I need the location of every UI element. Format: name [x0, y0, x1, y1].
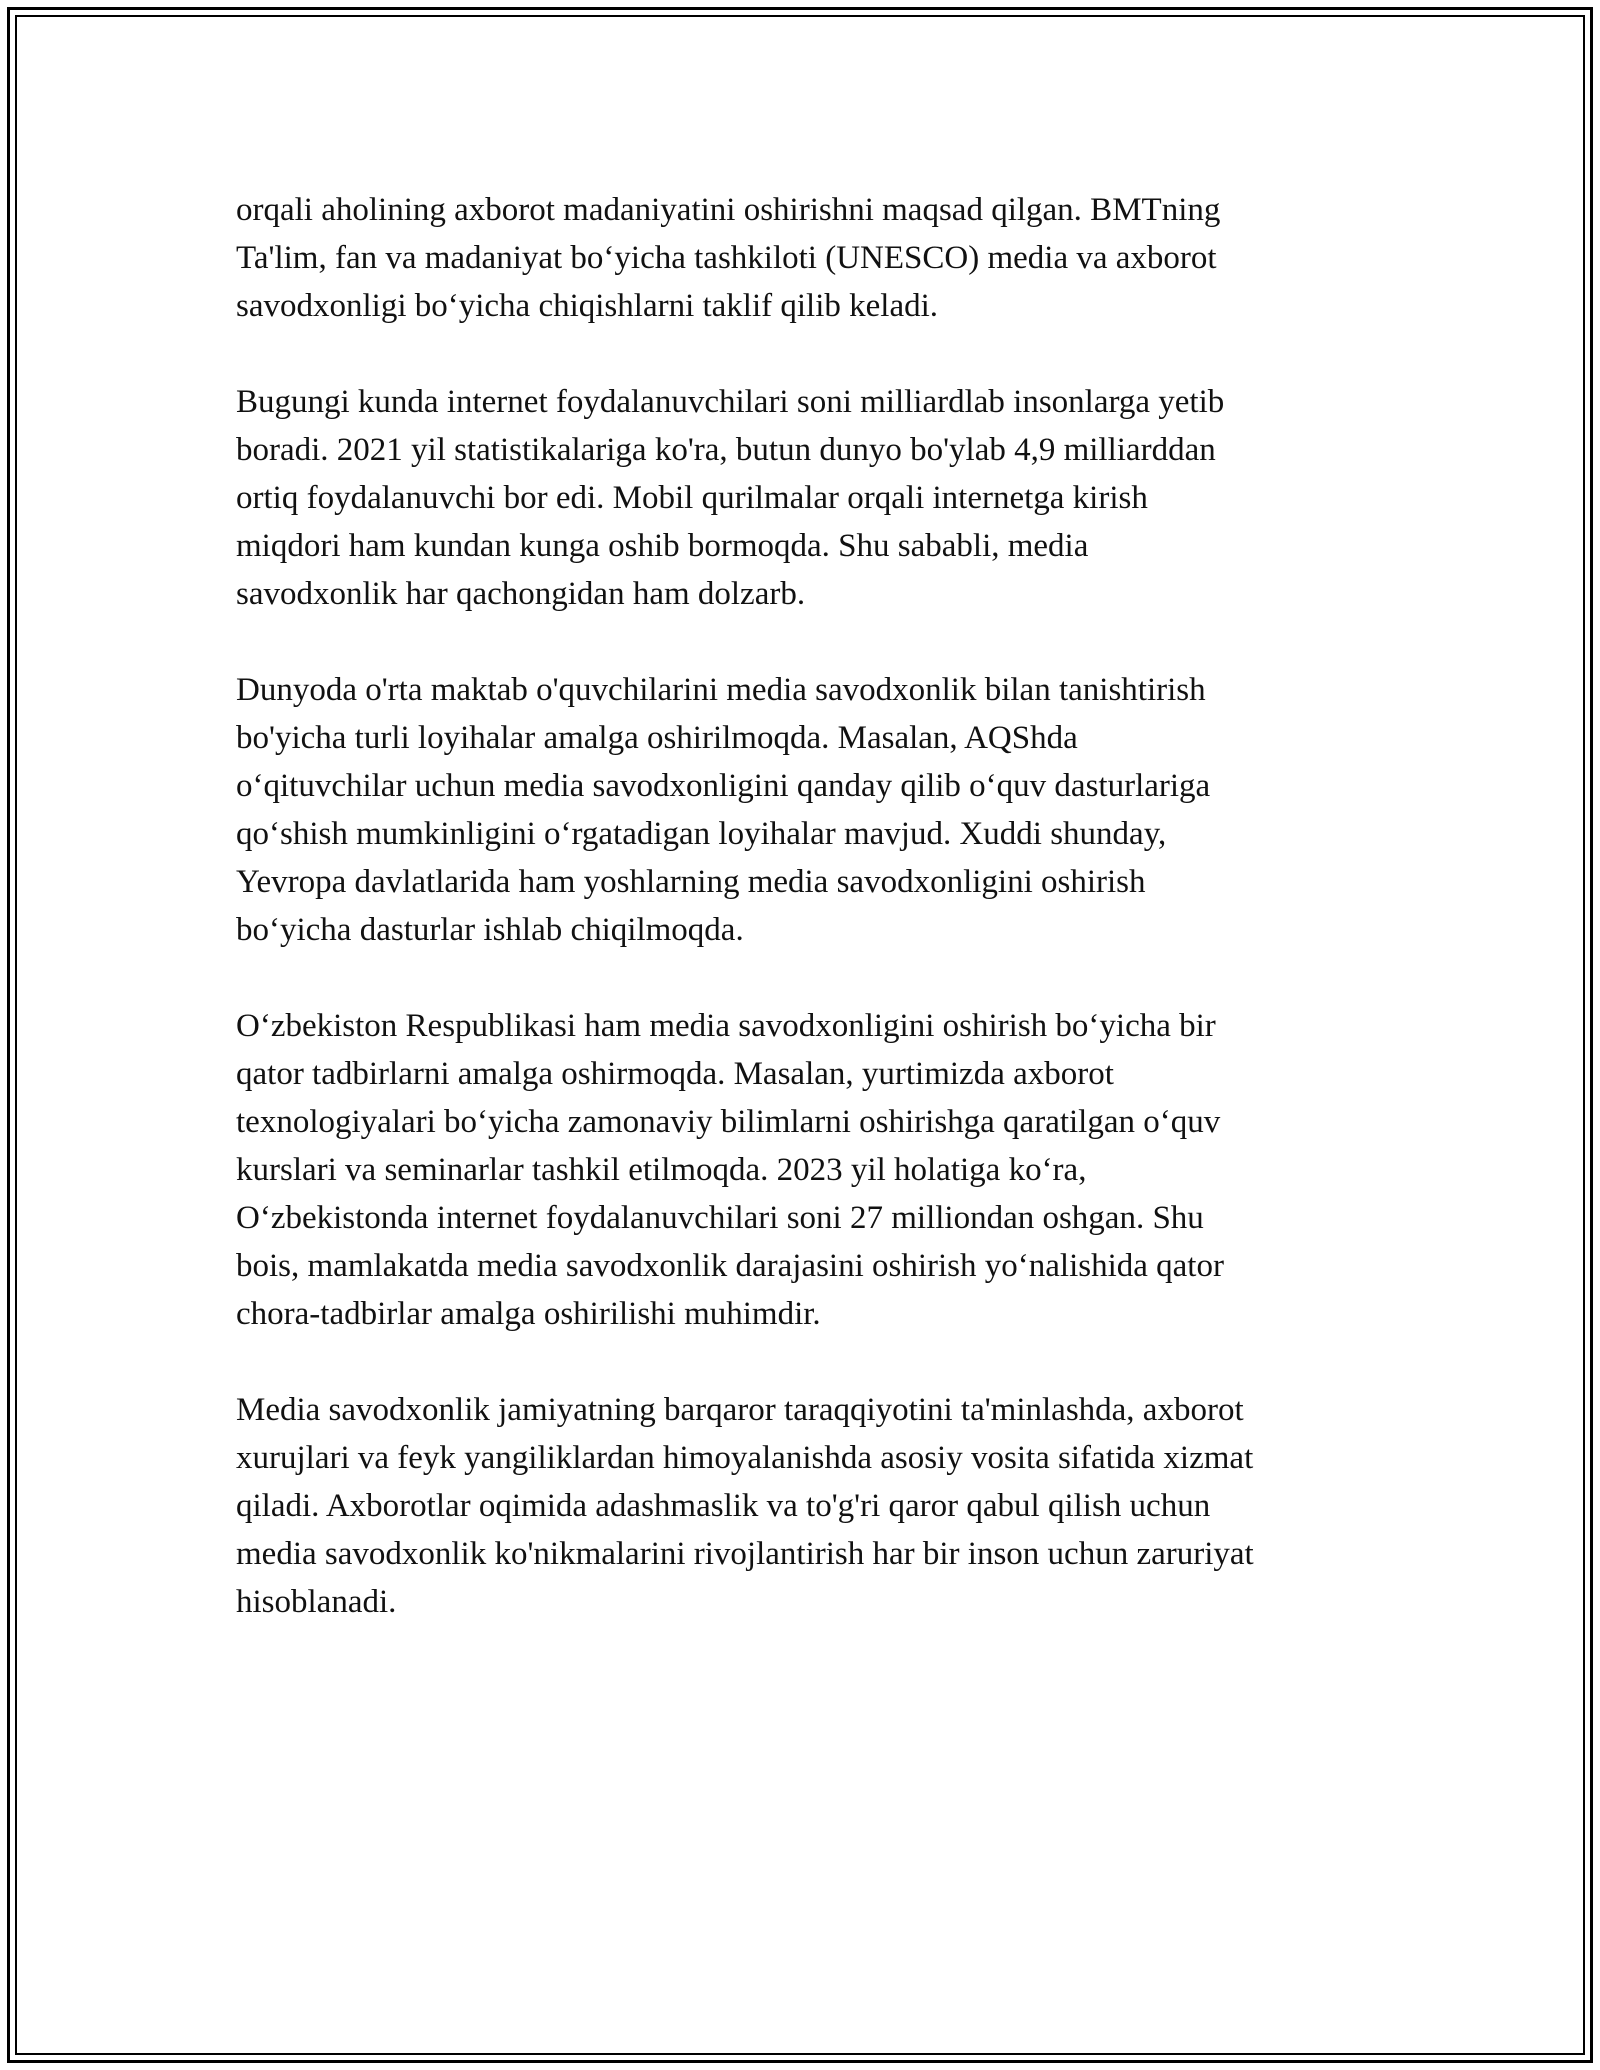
text-line: bois, mamlakatda media savodxonlik darajasini oshirish yo‘nalishida qator [236, 1248, 1224, 1284]
text-line: boradi. 2021 yil statistikalariga ko'ra, butun dunyo bo'ylab 4,9 milliarddan [236, 432, 1216, 468]
text-line: O‘zbekiston Respublikasi ham media savodxonligini oshirish bo‘yicha bir [236, 1008, 1216, 1044]
text-line: Yevropa davlatlarida ham yoshlarning media savodxonligini oshirish [236, 864, 1146, 900]
text-line: savodxonlik har qachongidan ham dolzarb. [236, 576, 806, 612]
text-line: Ta'lim, fan va madaniyat bo‘yicha tashkiloti (UNESCO) media va axborot [236, 240, 1217, 276]
text-line: bo'yicha turli loyihalar amalga oshirilmoqda. Masalan, AQShda [236, 720, 1078, 756]
text-line: Dunyoda o'rta maktab o'quvchilarini media savodxonlik bilan tanishtirish [236, 672, 1206, 708]
text-line: Bugungi kunda internet foydalanuvchilari soni milliardlab insonlarga yetib [236, 384, 1225, 420]
text-line: xurujlari va feyk yangiliklardan himoyalanishda asosiy vosita sifatida xizmat [236, 1440, 1254, 1476]
text-line: media savodxonlik ko'nikmalarini rivojlantirish har bir inson uchun zaruriyat [236, 1536, 1254, 1572]
text-line: qo‘shish mumkinligini o‘rgatadigan loyihalar mavjud. Xuddi shunday, [236, 816, 1167, 852]
text-line: o‘qituvchilar uchun media savodxonligini qanday qilib o‘quv dasturlariga [236, 768, 1211, 804]
paragraph-unesco [236, 186, 1386, 330]
text-line: qiladi. Axborotlar oqimida adashmaslik va to'g'ri qaror qabul qilish uchun [236, 1488, 1211, 1524]
paragraph-uzbekistan [236, 1002, 1386, 1338]
document-body [236, 186, 1386, 1674]
text-line: O‘zbekistonda internet foydalanuvchilari soni 27 milliondan oshgan. Shu [236, 1200, 1204, 1236]
text-line: miqdori ham kundan kunga oshib bormoqda. Shu sababli, media [236, 528, 1089, 564]
text-line: orqali aholining axborot madaniyatini oshirishni maqsad qilgan. BMTning [236, 192, 1221, 228]
text-line: hisoblanadi. [236, 1584, 397, 1620]
paragraph-world-projects [236, 666, 1386, 954]
paragraph-internet-users [236, 378, 1386, 618]
text-line: chora-tadbirlar amalga oshirilishi muhimdir. [236, 1296, 821, 1332]
text-line: savodxonligi bo‘yicha chiqishlarni taklif qilib keladi. [236, 288, 939, 324]
text-line: Media savodxonlik jamiyatning barqaror taraqqiyotini ta'minlashda, axborot [236, 1392, 1244, 1428]
text-line: ortiq foydalanuvchi bor edi. Mobil qurilmalar orqali internetga kirish [236, 480, 1148, 516]
text-line: bo‘yicha dasturlar ishlab chiqilmoqda. [236, 912, 744, 948]
paragraph-conclusion [236, 1386, 1386, 1626]
text-line: qator tadbirlarni amalga oshirmoqda. Masalan, yurtimizda axborot [236, 1056, 1114, 1092]
text-line: kurslari va seminarlar tashkil etilmoqda. 2023 yil holatiga ko‘ra, [236, 1152, 1087, 1188]
text-line: texnologiyalari bo‘yicha zamonaviy bilimlarni oshirishga qaratilgan o‘quv [236, 1104, 1221, 1140]
